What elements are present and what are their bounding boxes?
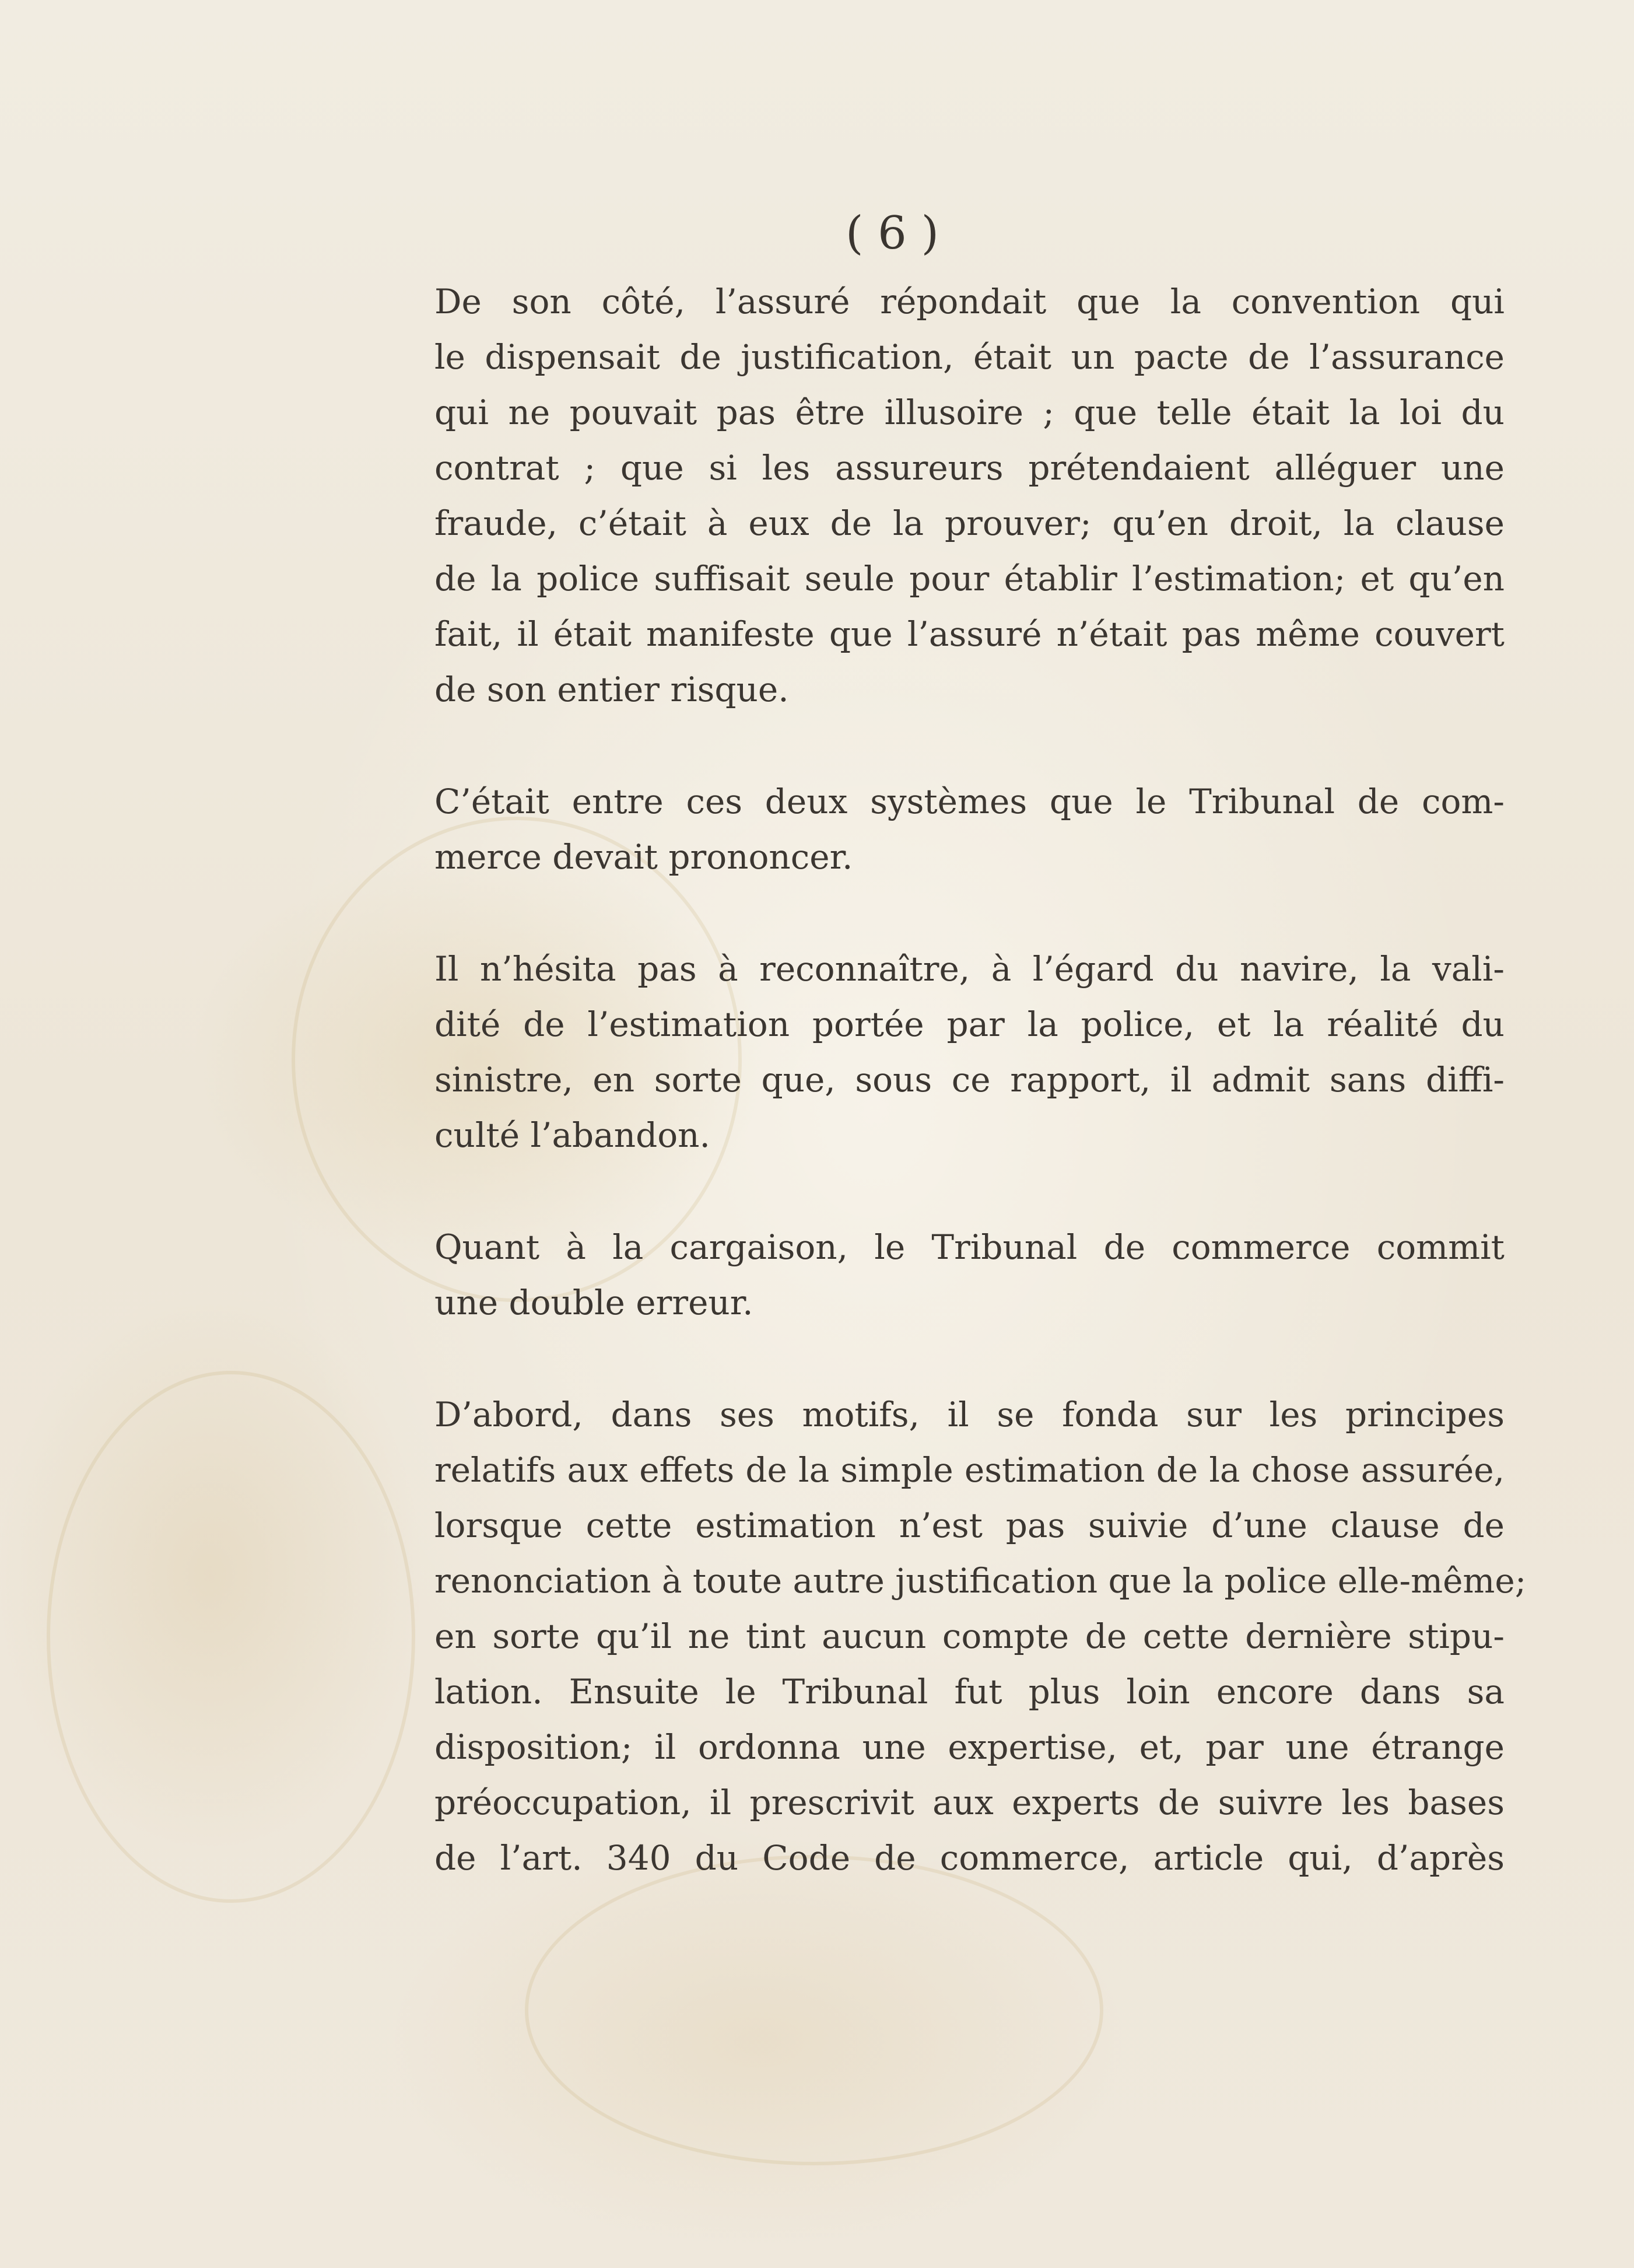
text-line: C’était entre ces deux systèmes que le Tribunal de com- xyxy=(434,782,1505,821)
text-line: Il n’hésita pas à reconnaître, à l’égard du navire, la vali- xyxy=(434,949,1505,989)
text-line: fait, il était manifeste que l’assuré n’était pas même couvert xyxy=(434,614,1505,654)
text-line: D’abord, dans ses motifs, il se fonda sur les principes xyxy=(434,1395,1505,1434)
text-line: le dispensait de justification, était un pacte de l’assurance xyxy=(434,337,1505,377)
water-stain xyxy=(47,1371,415,1903)
text-line: qui ne pouvait pas être illusoire ; que telle était la loi du xyxy=(434,393,1505,432)
text-line: lorsque cette estimation n’est pas suivie d’une clause de xyxy=(434,1506,1505,1545)
water-stain xyxy=(525,1855,1103,2165)
paragraph-gap xyxy=(434,1163,1505,1220)
text-line: de son entier risque. xyxy=(434,670,789,709)
paragraph-4 xyxy=(434,1220,1505,1331)
page-number: ( 6 ) xyxy=(845,207,939,260)
text-line: fraude, c’était à eux de la prouver; qu’en droit, la clause xyxy=(434,503,1505,543)
text-line: culté l’abandon. xyxy=(434,1115,710,1155)
text-line: contrat ; que si les assureurs prétendaient alléguer une xyxy=(434,448,1505,488)
paragraph-1 xyxy=(434,274,1505,718)
paragraph-gap xyxy=(434,885,1505,942)
text-line: lation. Ensuite le Tribunal fut plus loin encore dans sa xyxy=(434,1672,1505,1712)
text-line: renonciation à toute autre justification que la police elle-même; xyxy=(434,1561,1527,1601)
paragraph-2 xyxy=(434,774,1505,885)
text-line: en sorte qu’il ne tint aucun compte de cette dernière stipu- xyxy=(434,1616,1505,1656)
text-line: sinistre, en sorte que, sous ce rapport, il admit sans diffi- xyxy=(434,1060,1505,1100)
text-line: relatifs aux effets de la simple estimation de la chose assurée, xyxy=(434,1450,1505,1490)
text-line: une double erreur. xyxy=(434,1283,753,1322)
text-line: dité de l’estimation portée par la police, et la réalité du xyxy=(434,1005,1505,1044)
body-text xyxy=(434,274,1527,1886)
text-line: de l’art. 340 du Code de commerce, article qui, d’après xyxy=(434,1838,1505,1878)
text-line: de la police suffisait seule pour établir l’estimation; et qu’en xyxy=(434,559,1505,598)
text-line: disposition; il ordonna une expertise, et, par une étrange xyxy=(434,1727,1505,1767)
paragraph-5 xyxy=(434,1387,1527,1886)
text-line: Quant à la cargaison, le Tribunal de commerce commit xyxy=(434,1227,1505,1267)
text-line: préoccupation, il prescrivit aux experts de suivre les bases xyxy=(434,1783,1505,1822)
paragraph-gap xyxy=(434,1331,1505,1387)
text-line: merce devait prononcer. xyxy=(434,837,853,877)
paragraph-3 xyxy=(434,942,1505,1163)
text-line: De son côté, l’assuré répondait que la convention qui xyxy=(434,282,1505,321)
paragraph-gap xyxy=(434,718,1505,774)
